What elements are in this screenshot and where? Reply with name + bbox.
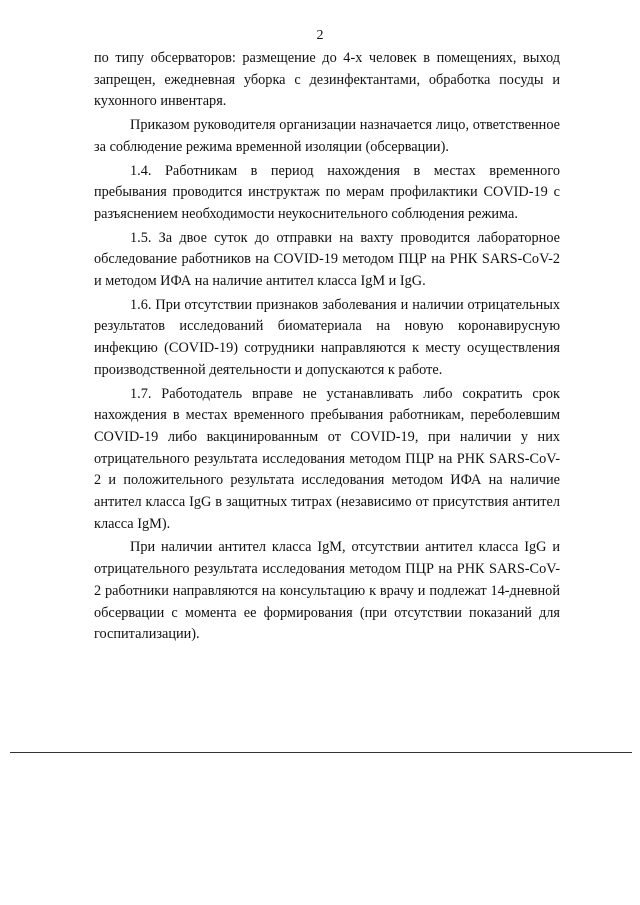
footer-divider (10, 752, 632, 753)
paragraph-igm: При наличии антител класса IgM, отсутствии антител класса IgG и отрицательного результата исследования методом ПЦР на РНК SARS-CoV-2 работники направляются на консультацию к врачу и подлежат 14-дневной обсервации с момента ее формирования (при отсутствии показаний для госпитализации). (94, 539, 560, 643)
paragraph-1-5: 1.5. За двое суток до отправки на вахту проводится лабораторное обследование работников на COVID-19 методом ПЦР на РНК SARS-CoV-2 и методом ИФА на наличие антител класса IgM и IgG. (94, 229, 560, 290)
paragraph-1-7: 1.7. Работодатель вправе не устанавливать либо сократить срок нахождения в местах временного пребывания работникам, переболевшим COVID-19 либо вакцинированным от COVID-19, при наличии у них отрицательного результата исследования методом ПЦР на РНК SARS-CoV-2 и положительного результата исследования методом ИФА на наличие антител класса IgG в защитных титрах (независимо от присутствия антител класса IgM). (94, 385, 560, 532)
paragraph-order: Приказом руководителя организации назначается лицо, ответственное за соблюдение режима временной изоляции (обсервации). (94, 117, 560, 155)
paragraph-1-4: 1.4. Работникам в период нахождения в местах временного пребывания проводится инструктаж по мерам профилактики COVID-19 с разъяснением необходимости неукоснительного соблюдения режима. (94, 162, 560, 222)
paragraph-continuation: по типу обсерваторов: размещение до 4-х человек в помещениях, выход запрещен, ежедневная уборка с дезинфектантами, обработка посуды и кухонного инвентаря. (94, 50, 560, 110)
paragraph-1-6: 1.6. При отсутствии признаков заболевания и наличии отрицательных результатов исследований биоматериала на новую коронавирусную инфекцию (COVID-19) сотрудники направляются к месту осуществления производственной деятельности и допускаются к работе. (94, 296, 560, 378)
document-body (94, 48, 560, 648)
page-number: 2 (316, 28, 324, 43)
